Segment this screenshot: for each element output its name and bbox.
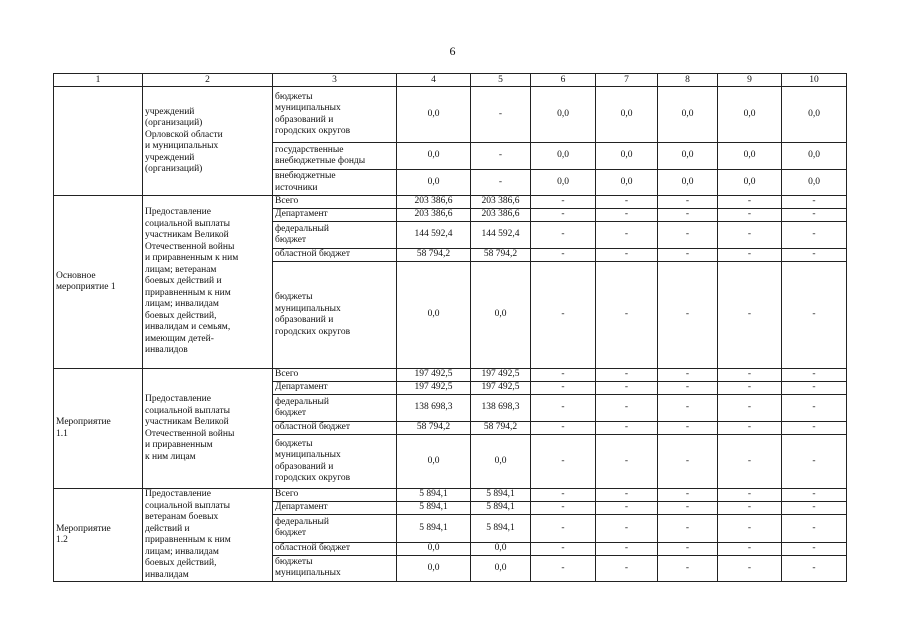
value-cell-col-5: - — [471, 143, 531, 170]
value-cell-col-9: - — [718, 209, 782, 222]
value-cell-col-10: - — [782, 262, 847, 369]
value-cell-col-8: - — [658, 489, 718, 502]
value-cell-col-7: - — [596, 502, 658, 515]
value-cell-col-6: - — [531, 369, 596, 382]
value-cell-col-10: - — [782, 369, 847, 382]
funding-source-cell: областной бюджет — [273, 249, 397, 262]
value-cell-col-9: - — [718, 515, 782, 542]
value-cell-col-5: 5 894,1 — [471, 502, 531, 515]
value-cell-col-10: - — [782, 489, 847, 502]
value-cell-col-5: 0,0 — [471, 435, 531, 489]
value-cell-col-6: - — [531, 382, 596, 395]
value-cell-col-6: - — [531, 542, 596, 555]
activity-code-cell: Мероприятие 1.2 — [54, 489, 143, 582]
value-cell-col-10: - — [782, 209, 847, 222]
value-cell-col-8: - — [658, 555, 718, 581]
funding-source-cell: бюджеты муниципальных образований и городских округов — [273, 435, 397, 489]
value-cell-col-7: - — [596, 249, 658, 262]
value-cell-col-4: 5 894,1 — [397, 489, 471, 502]
value-cell-col-7: - — [596, 209, 658, 222]
value-cell-col-8: 0,0 — [658, 143, 718, 170]
value-cell-col-7: - — [596, 515, 658, 542]
value-cell-col-6: - — [531, 209, 596, 222]
table-row — [54, 369, 847, 382]
column-number-2: 2 — [143, 74, 273, 87]
value-cell-col-4: 0,0 — [397, 542, 471, 555]
value-cell-col-6: - — [531, 555, 596, 581]
value-cell-col-8: - — [658, 435, 718, 489]
table-row — [54, 87, 847, 143]
value-cell-col-9: - — [718, 369, 782, 382]
funding-source-cell: Департамент — [273, 502, 397, 515]
value-cell-col-8: 0,0 — [658, 87, 718, 143]
value-cell-col-9: - — [718, 542, 782, 555]
value-cell-col-5: 138 698,3 — [471, 395, 531, 422]
value-cell-col-10: 0,0 — [782, 170, 847, 196]
value-cell-col-7: - — [596, 555, 658, 581]
value-cell-col-4: 0,0 — [397, 143, 471, 170]
funding-source-cell: бюджеты муниципальных образований и городских округов — [273, 262, 397, 369]
value-cell-col-4: 58 794,2 — [397, 249, 471, 262]
value-cell-col-6: - — [531, 395, 596, 422]
value-cell-col-4: 203 386,6 — [397, 196, 471, 209]
value-cell-col-6: - — [531, 249, 596, 262]
value-cell-col-6: - — [531, 489, 596, 502]
value-cell-col-8: - — [658, 209, 718, 222]
value-cell-col-6: 0,0 — [531, 87, 596, 143]
column-number-8: 8 — [658, 74, 718, 87]
value-cell-col-10: - — [782, 502, 847, 515]
page-number: 6 — [449, 44, 456, 58]
activity-name-cell: Предоставление социальной выплаты участникам Великой Отечественной войны и приравненным к ним лицам; ветеранам боевых действий и приравненным к ним лицам; инвалидам боевых действий, инвалидам и семьям, имеющим детей- инвалидов — [143, 196, 273, 369]
value-cell-col-7: - — [596, 196, 658, 209]
value-cell-col-7: - — [596, 382, 658, 395]
value-cell-col-9: - — [718, 395, 782, 422]
funding-source-cell: Всего — [273, 369, 397, 382]
value-cell-col-4: 0,0 — [397, 555, 471, 581]
value-cell-col-9: - — [718, 435, 782, 489]
value-cell-col-7: - — [596, 395, 658, 422]
value-cell-col-7: 0,0 — [596, 87, 658, 143]
value-cell-col-5: 0,0 — [471, 262, 531, 369]
value-cell-col-8: - — [658, 382, 718, 395]
funding-source-cell: бюджеты муниципальных образований и городских округов — [273, 87, 397, 143]
value-cell-col-4: 0,0 — [397, 170, 471, 196]
value-cell-col-8: 0,0 — [658, 170, 718, 196]
value-cell-col-5: 5 894,1 — [471, 515, 531, 542]
funding-source-cell: Всего — [273, 489, 397, 502]
value-cell-col-8: - — [658, 196, 718, 209]
funding-source-cell: областной бюджет — [273, 422, 397, 435]
value-cell-col-9: - — [718, 262, 782, 369]
activity-code-cell: Основное мероприятие 1 — [54, 196, 143, 369]
activity-name-cell: учреждений (организаций) Орловской области и муниципальных учреждений (организаций) — [143, 87, 273, 196]
budget-table — [53, 73, 847, 582]
activity-name-cell: Предоставление социальной выплаты участникам Великой Отечественной войны и приравненным к ним лицам — [143, 369, 273, 489]
value-cell-col-5: 58 794,2 — [471, 422, 531, 435]
activity-code-cell: Мероприятие 1.1 — [54, 369, 143, 489]
value-cell-col-7: - — [596, 422, 658, 435]
value-cell-col-6: - — [531, 196, 596, 209]
value-cell-col-7: - — [596, 542, 658, 555]
value-cell-col-10: - — [782, 395, 847, 422]
value-cell-col-6: - — [531, 515, 596, 542]
funding-source-cell: областной бюджет — [273, 542, 397, 555]
value-cell-col-9: 0,0 — [718, 170, 782, 196]
value-cell-col-4: 197 492,5 — [397, 382, 471, 395]
value-cell-col-10: - — [782, 555, 847, 581]
value-cell-col-5: 203 386,6 — [471, 196, 531, 209]
value-cell-col-10: - — [782, 422, 847, 435]
value-cell-col-9: - — [718, 489, 782, 502]
value-cell-col-10: 0,0 — [782, 87, 847, 143]
value-cell-col-9: - — [718, 222, 782, 249]
value-cell-col-8: - — [658, 222, 718, 249]
column-number-3: 3 — [273, 74, 397, 87]
value-cell-col-8: - — [658, 542, 718, 555]
value-cell-col-10: - — [782, 542, 847, 555]
value-cell-col-9: - — [718, 502, 782, 515]
value-cell-col-7: 0,0 — [596, 170, 658, 196]
value-cell-col-5: 0,0 — [471, 542, 531, 555]
value-cell-col-10: - — [782, 382, 847, 395]
column-number-5: 5 — [471, 74, 531, 87]
column-number-1: 1 — [54, 74, 143, 87]
value-cell-col-6: 0,0 — [531, 143, 596, 170]
column-number-6: 6 — [531, 74, 596, 87]
value-cell-col-8: - — [658, 515, 718, 542]
table-row — [54, 489, 847, 502]
value-cell-col-10: - — [782, 249, 847, 262]
funding-source-cell: федеральный бюджет — [273, 222, 397, 249]
value-cell-col-10: 0,0 — [782, 143, 847, 170]
value-cell-col-4: 0,0 — [397, 262, 471, 369]
value-cell-col-4: 58 794,2 — [397, 422, 471, 435]
column-number-9: 9 — [718, 74, 782, 87]
value-cell-col-4: 197 492,5 — [397, 369, 471, 382]
value-cell-col-6: - — [531, 435, 596, 489]
value-cell-col-4: 5 894,1 — [397, 515, 471, 542]
funding-source-cell: Всего — [273, 196, 397, 209]
value-cell-col-8: - — [658, 249, 718, 262]
value-cell-col-8: - — [658, 395, 718, 422]
funding-source-cell: бюджеты муниципальных — [273, 555, 397, 581]
value-cell-col-4: 0,0 — [397, 87, 471, 143]
value-cell-col-9: - — [718, 196, 782, 209]
value-cell-col-9: - — [718, 249, 782, 262]
column-number-4: 4 — [397, 74, 471, 87]
value-cell-col-5: 5 894,1 — [471, 489, 531, 502]
value-cell-col-9: 0,0 — [718, 143, 782, 170]
value-cell-col-5: 197 492,5 — [471, 382, 531, 395]
value-cell-col-10: - — [782, 435, 847, 489]
value-cell-col-8: - — [658, 502, 718, 515]
value-cell-col-7: 0,0 — [596, 143, 658, 170]
value-cell-col-5: 197 492,5 — [471, 369, 531, 382]
value-cell-col-8: - — [658, 422, 718, 435]
funding-source-cell: Департамент — [273, 382, 397, 395]
value-cell-col-6: - — [531, 502, 596, 515]
value-cell-col-8: - — [658, 262, 718, 369]
column-number-7: 7 — [596, 74, 658, 87]
value-cell-col-10: - — [782, 222, 847, 249]
value-cell-col-9: - — [718, 382, 782, 395]
value-cell-col-9: - — [718, 555, 782, 581]
value-cell-col-4: 0,0 — [397, 435, 471, 489]
value-cell-col-7: - — [596, 489, 658, 502]
value-cell-col-10: - — [782, 515, 847, 542]
value-cell-col-4: 138 698,3 — [397, 395, 471, 422]
value-cell-col-4: 144 592,4 — [397, 222, 471, 249]
value-cell-col-6: - — [531, 222, 596, 249]
funding-source-cell: федеральный бюджет — [273, 395, 397, 422]
value-cell-col-4: 5 894,1 — [397, 502, 471, 515]
value-cell-col-6: - — [531, 422, 596, 435]
value-cell-col-5: - — [471, 170, 531, 196]
activity-code-cell — [54, 87, 143, 196]
value-cell-col-5: 58 794,2 — [471, 249, 531, 262]
value-cell-col-6: - — [531, 262, 596, 369]
value-cell-col-5: 144 592,4 — [471, 222, 531, 249]
funding-source-cell: государственные внебюджетные фонды — [273, 143, 397, 170]
value-cell-col-8: - — [658, 369, 718, 382]
funding-source-cell: Департамент — [273, 209, 397, 222]
value-cell-col-7: - — [596, 369, 658, 382]
value-cell-col-9: - — [718, 422, 782, 435]
value-cell-col-5: - — [471, 87, 531, 143]
value-cell-col-5: 0,0 — [471, 555, 531, 581]
value-cell-col-9: 0,0 — [718, 87, 782, 143]
header-row — [54, 74, 847, 87]
table-row — [54, 196, 847, 209]
value-cell-col-7: - — [596, 222, 658, 249]
value-cell-col-5: 203 386,6 — [471, 209, 531, 222]
value-cell-col-10: - — [782, 196, 847, 209]
activity-name-cell: Предоставление социальной выплаты ветеранам боевых действий и приравненным к ним лицам; инвалидам боевых действий, инвалидам — [143, 489, 273, 582]
column-number-10: 10 — [782, 74, 847, 87]
value-cell-col-7: - — [596, 262, 658, 369]
funding-source-cell: федеральный бюджет — [273, 515, 397, 542]
value-cell-col-7: - — [596, 435, 658, 489]
funding-source-cell: внебюджетные источники — [273, 170, 397, 196]
value-cell-col-4: 203 386,6 — [397, 209, 471, 222]
value-cell-col-6: 0,0 — [531, 170, 596, 196]
